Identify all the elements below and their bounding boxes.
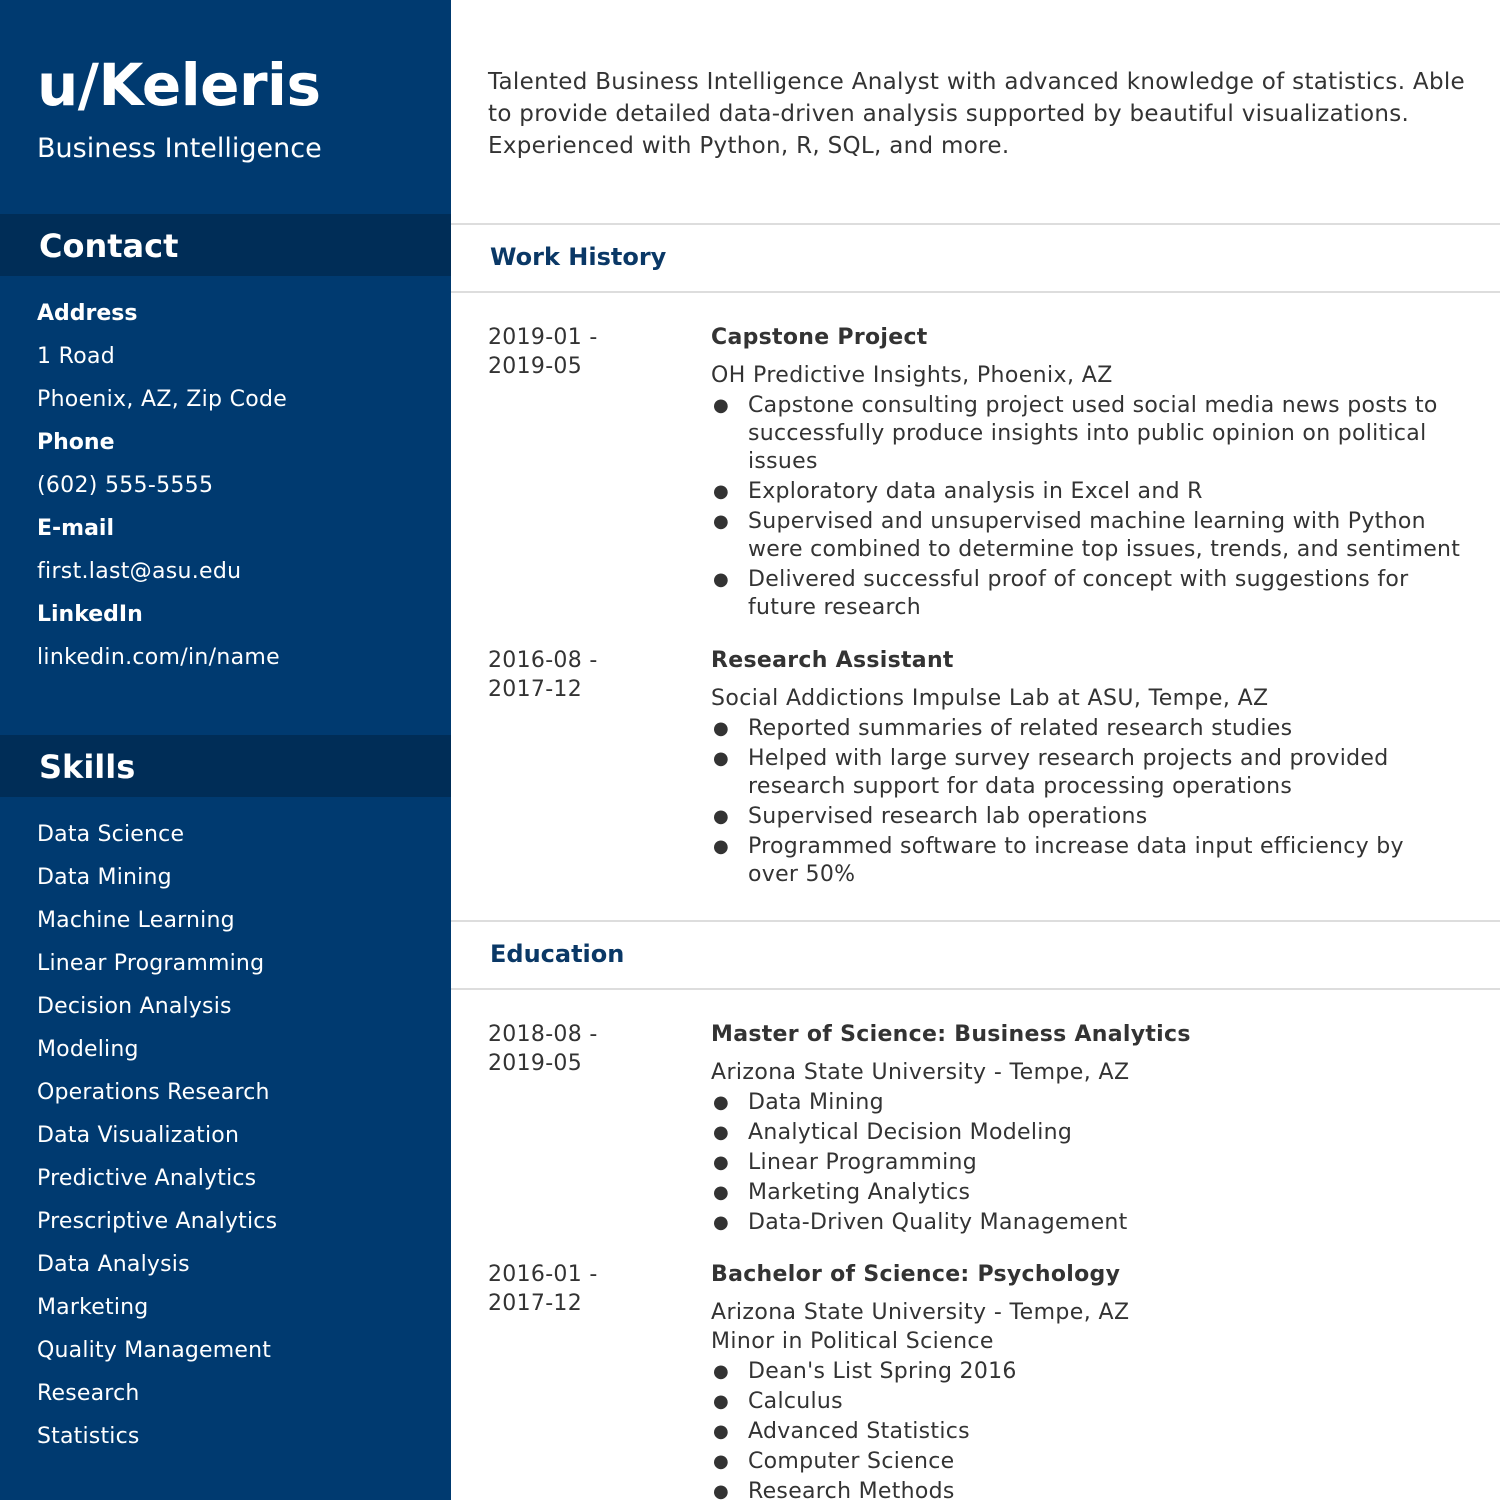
entry-bullets xyxy=(711,392,1461,622)
list-item xyxy=(711,508,1461,564)
bullet-text: Dean's List Spring 2016 xyxy=(748,1359,1017,1384)
skill-item: Decision Analysis xyxy=(37,994,232,1019)
phone-value: (602) 555-5555 xyxy=(37,473,214,498)
list-item xyxy=(711,566,1461,622)
entry-minor: Minor in Political Science xyxy=(711,1329,994,1354)
list-item xyxy=(711,1209,1461,1237)
bullet-icon: ● xyxy=(713,806,730,827)
linkedin-label: LinkedIn xyxy=(37,602,143,627)
bullet-text: Calculus xyxy=(748,1389,843,1414)
list-item xyxy=(711,715,1461,743)
entry-end-date: 2019-05 xyxy=(488,1051,583,1076)
list-item xyxy=(711,1179,1461,1207)
entry-bullets xyxy=(711,1358,1461,1506)
skill-item: Data Science xyxy=(37,822,185,847)
bullet-icon: ● xyxy=(713,836,730,857)
skill-item: Data Visualization xyxy=(37,1123,240,1148)
bullet-text: Computer Science xyxy=(748,1449,955,1474)
address-label: Address xyxy=(37,301,138,326)
entry-start-date: 2016-01 - xyxy=(488,1262,598,1287)
bullet-icon: ● xyxy=(713,395,730,416)
entry-body xyxy=(711,323,1461,622)
sidebar xyxy=(0,0,451,1500)
skill-item: Linear Programming xyxy=(37,951,265,976)
skill-item: Predictive Analytics xyxy=(37,1166,257,1191)
bullet-text: Data-Driven Quality Management xyxy=(748,1210,1128,1235)
list-item xyxy=(711,1418,1461,1446)
bullet-icon: ● xyxy=(713,1212,730,1233)
email-label: E-mail xyxy=(37,516,115,541)
list-item xyxy=(711,1089,1461,1117)
skills-list xyxy=(37,815,277,1460)
entry-organization: Arizona State University - Tempe, AZ xyxy=(711,1060,1130,1085)
entry-dates xyxy=(488,1260,688,1318)
skill-item: Data Mining xyxy=(37,865,172,890)
skill-item: Data Analysis xyxy=(37,1252,190,1277)
entry-start-date: 2019-01 - xyxy=(488,325,598,350)
bullet-text: Data Mining xyxy=(748,1090,884,1115)
skill-item: Research xyxy=(37,1381,140,1406)
list-item xyxy=(711,833,1461,889)
bullet-text: Marketing Analytics xyxy=(748,1180,971,1205)
entry-end-date: 2019-05 xyxy=(488,354,583,379)
skill-item: Marketing xyxy=(37,1295,149,1320)
address-line1: 1 Road xyxy=(37,344,115,369)
bullet-icon: ● xyxy=(713,1152,730,1173)
list-item xyxy=(711,1119,1461,1147)
bullet-icon: ● xyxy=(713,481,730,502)
candidate-name: u/Keleris xyxy=(37,51,321,119)
list-item xyxy=(711,1448,1461,1476)
bullet-icon: ● xyxy=(713,1421,730,1442)
bullet-text: Programmed software to increase data input efficiency by over 50% xyxy=(748,834,1404,887)
bullet-icon: ● xyxy=(713,511,730,532)
phone-label: Phone xyxy=(37,430,115,455)
bullet-icon: ● xyxy=(713,1451,730,1472)
bullet-text: Helped with large survey research projects and provided research support for data processing operations xyxy=(748,746,1389,799)
bullet-icon: ● xyxy=(713,718,730,739)
entry-end-date: 2017-12 xyxy=(488,677,583,702)
bullet-icon: ● xyxy=(713,1481,730,1502)
divider xyxy=(451,920,1500,922)
entry-organization: Social Addictions Impulse Lab at ASU, Tempe, AZ xyxy=(711,686,1269,711)
contact-heading-bar xyxy=(0,214,451,276)
list-item xyxy=(711,1358,1461,1386)
entry-title: Capstone Project xyxy=(711,325,928,350)
bullet-icon: ● xyxy=(713,569,730,590)
entry-end-date: 2017-12 xyxy=(488,1291,583,1316)
professional-summary: Talented Business Intelligence Analyst with advanced knowledge of statistics. Able to provide detailed data-driven analysis supported by beautiful visualizations. Experienced with Python, R, SQL, and more. xyxy=(488,69,1465,159)
bullet-icon: ● xyxy=(713,1122,730,1143)
entry-title: Research Assistant xyxy=(711,648,954,673)
bullet-text: Linear Programming xyxy=(748,1150,978,1175)
entry-bullets xyxy=(711,715,1461,889)
bullet-text: Capstone consulting project used social media news posts to successfully produce insights into public opinion on political issues xyxy=(748,393,1438,474)
list-item xyxy=(711,1388,1461,1416)
entry-body xyxy=(711,646,1461,889)
education-heading: Education xyxy=(490,940,625,968)
skills-heading: Skills xyxy=(39,748,136,786)
bullet-text: Research Methods xyxy=(748,1479,955,1504)
email-value: first.last@asu.edu xyxy=(37,559,242,584)
bullet-text: Analytical Decision Modeling xyxy=(748,1120,1073,1145)
divider xyxy=(451,223,1500,225)
divider xyxy=(451,291,1500,293)
entry-dates xyxy=(488,323,688,381)
entry-bullets xyxy=(711,1089,1461,1237)
list-item xyxy=(711,1478,1461,1506)
entry-body xyxy=(711,1260,1461,1506)
bullet-text: Exploratory data analysis in Excel and R xyxy=(748,479,1203,504)
list-item xyxy=(711,745,1461,801)
skill-item: Operations Research xyxy=(37,1080,270,1105)
divider xyxy=(451,988,1500,990)
contact-heading: Contact xyxy=(39,227,179,265)
bullet-icon: ● xyxy=(713,748,730,769)
entry-title: Bachelor of Science: Psychology xyxy=(711,1262,1121,1287)
skills-heading-bar xyxy=(0,735,451,797)
entry-start-date: 2018-08 - xyxy=(488,1022,598,1047)
list-item xyxy=(711,1149,1461,1177)
skill-item: Modeling xyxy=(37,1037,139,1062)
entry-title: Master of Science: Business Analytics xyxy=(711,1022,1191,1047)
skill-item: Machine Learning xyxy=(37,908,235,933)
list-item xyxy=(711,392,1461,476)
address-line2: Phoenix, AZ, Zip Code xyxy=(37,387,288,412)
bullet-text: Supervised research lab operations xyxy=(748,804,1148,829)
candidate-title: Business Intelligence xyxy=(37,133,322,164)
bullet-icon: ● xyxy=(713,1391,730,1412)
entry-organization: OH Predictive Insights, Phoenix, AZ xyxy=(711,363,1113,388)
bullet-text: Reported summaries of related research studies xyxy=(748,716,1293,741)
bullet-icon: ● xyxy=(713,1361,730,1382)
bullet-text: Supervised and unsupervised machine learning with Python were combined to determine top issues, trends, and sentiment xyxy=(748,509,1461,562)
entry-start-date: 2016-08 - xyxy=(488,648,598,673)
entry-dates xyxy=(488,646,688,704)
bullet-text: Advanced Statistics xyxy=(748,1419,970,1444)
skill-item: Prescriptive Analytics xyxy=(37,1209,278,1234)
contact-list xyxy=(37,294,287,681)
bullet-icon: ● xyxy=(713,1092,730,1113)
list-item xyxy=(711,803,1461,831)
entry-body xyxy=(711,1020,1461,1237)
work-history-heading: Work History xyxy=(490,243,667,271)
bullet-icon: ● xyxy=(713,1182,730,1203)
linkedin-value: linkedin.com/in/name xyxy=(37,645,280,670)
list-item xyxy=(711,478,1461,506)
entry-organization: Arizona State University - Tempe, AZ xyxy=(711,1300,1130,1325)
entry-dates xyxy=(488,1020,688,1078)
skill-item: Quality Management xyxy=(37,1338,272,1363)
bullet-text: Delivered successful proof of concept with suggestions for future research xyxy=(748,567,1409,620)
skill-item: Statistics xyxy=(37,1424,140,1449)
